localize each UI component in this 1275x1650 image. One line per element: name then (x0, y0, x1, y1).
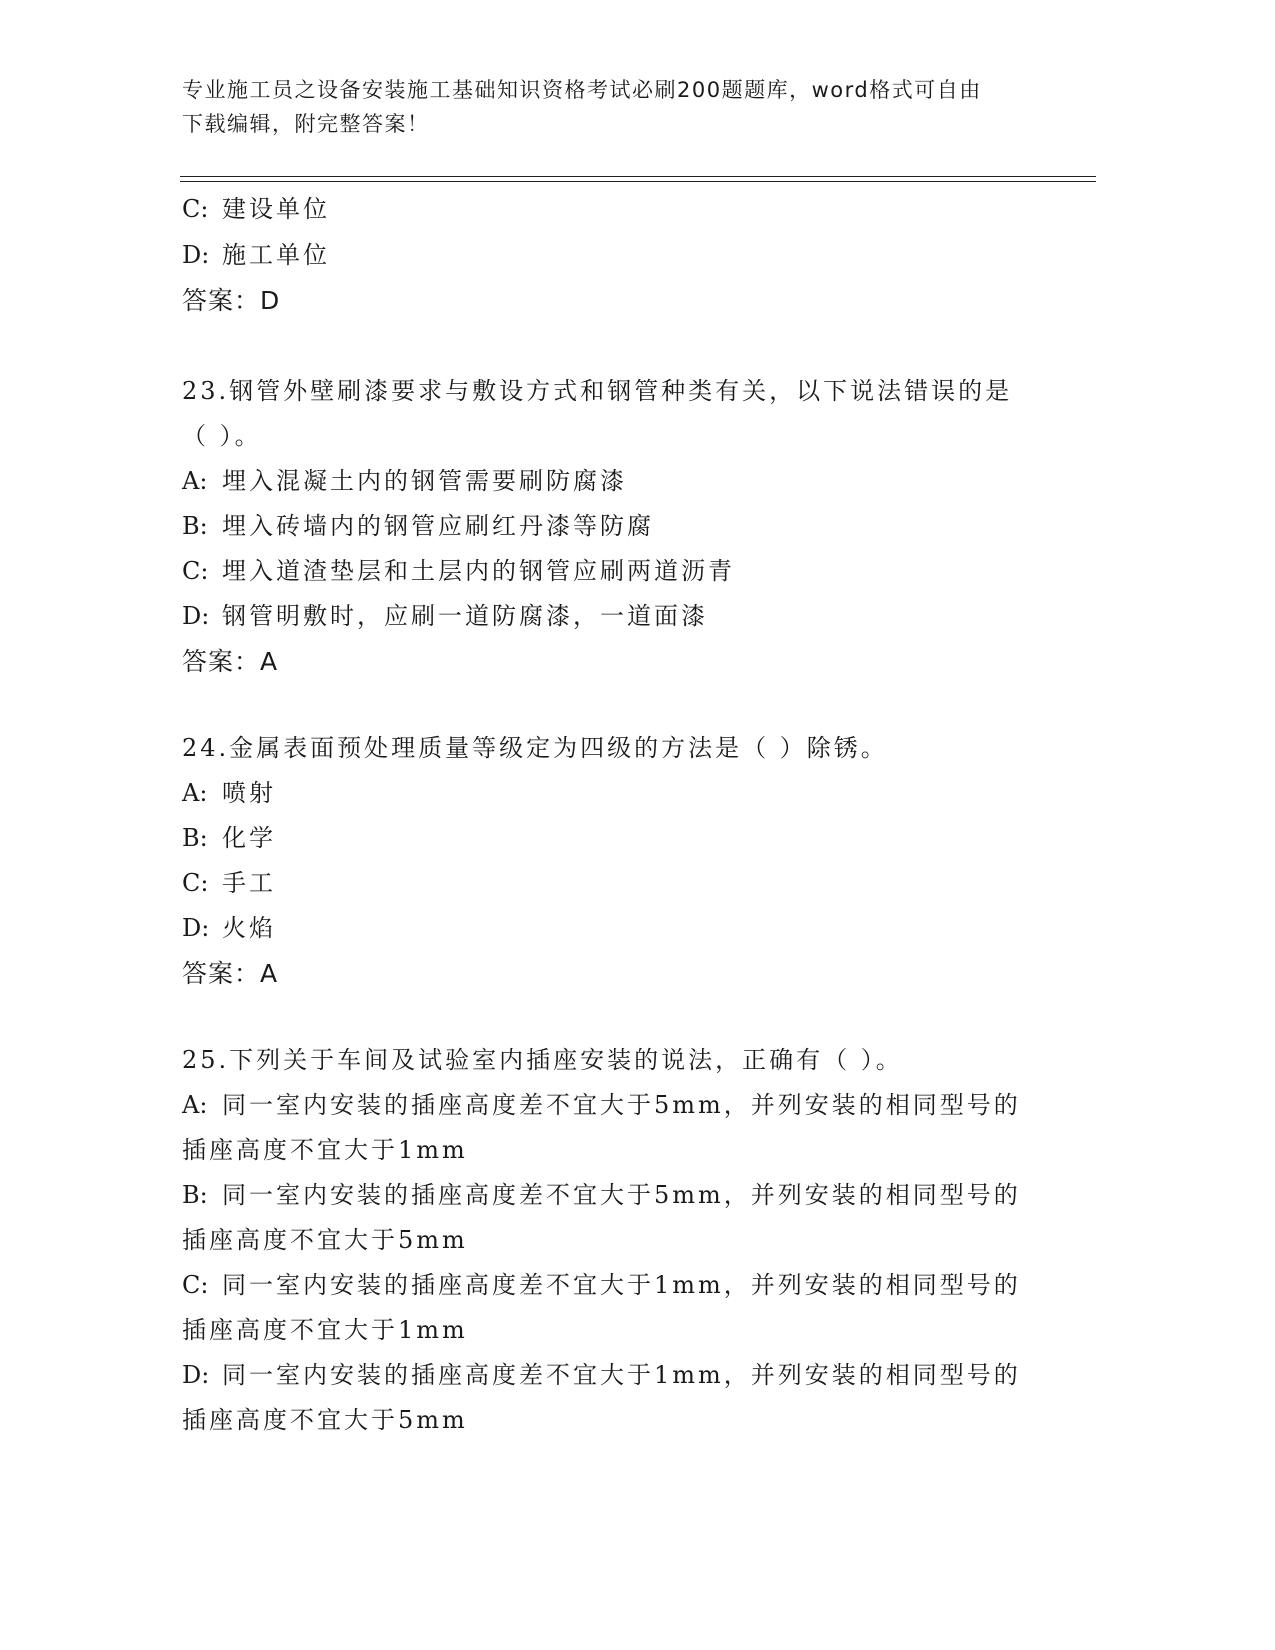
spacer (182, 324, 1082, 368)
option-label: A: (182, 467, 208, 495)
document-header (182, 73, 1062, 141)
option-label: D: (182, 914, 210, 942)
option-text-line-1: 同一室内安装的插座高度差不宜大于5mm，并列安装的相同型号的 (222, 1091, 1021, 1119)
option-text-line-1: 同一室内安装的插座高度差不宜大于1mm，并列安装的相同型号的 (222, 1271, 1021, 1299)
option-text-line-1: 同一室内安装的插座高度差不宜大于5mm，并列安装的相同型号的 (222, 1181, 1021, 1209)
option-c (182, 186, 1082, 232)
option-label: D: (182, 241, 210, 269)
prev-question (182, 186, 1082, 324)
answer-line: 答案：D (182, 286, 281, 315)
question-25 (182, 1037, 1082, 1443)
option-a (182, 459, 1082, 504)
option-text-line-1: 同一室内安装的插座高度差不宜大于1mm，并列安装的相同型号的 (222, 1361, 1021, 1389)
option-text: 埋入道渣垫层和土层内的钢管应刷两道沥青 (222, 557, 735, 585)
option-text: 施工单位 (222, 241, 330, 269)
answer-line: 答案：A (182, 959, 279, 988)
option-label: C: (182, 869, 209, 897)
option-label: B: (182, 512, 208, 540)
spacer (182, 685, 1082, 725)
option-label: C: (182, 557, 209, 585)
option-text: 手工 (222, 869, 276, 897)
option-text: 喷射 (222, 779, 276, 807)
question-23 (182, 368, 1082, 685)
option-text-line-2: 插座高度不宜大于5mm (182, 1226, 468, 1254)
option-label: B: (182, 1181, 208, 1209)
header-divider-top (180, 176, 1096, 177)
answer-line: 答案：A (182, 647, 279, 676)
question-stem: 23.钢管外壁刷漆要求与敷设方式和钢管种类有关，以下说法错误的是 (182, 377, 1013, 405)
option-text: 钢管明敷时，应刷一道防腐漆，一道面漆 (222, 602, 708, 630)
option-label: C: (182, 195, 209, 223)
option-a (182, 771, 1082, 816)
option-a (182, 1083, 1082, 1173)
option-b (182, 1173, 1082, 1263)
spacer (182, 997, 1082, 1037)
option-d (182, 594, 1082, 639)
option-text: 埋入砖墙内的钢管应刷红丹漆等防腐 (222, 512, 654, 540)
header-divider-bottom (180, 181, 1096, 182)
option-d (182, 1353, 1082, 1443)
header-title-line-1: 专业施工员之设备安装施工基础知识资格考试必刷200题题库，word格式可自由 (182, 78, 982, 102)
option-label: A: (182, 779, 208, 807)
option-c (182, 1263, 1082, 1353)
option-c (182, 549, 1082, 594)
option-c (182, 861, 1082, 906)
option-label: B: (182, 824, 208, 852)
question-24 (182, 725, 1082, 997)
option-d (182, 232, 1082, 278)
option-label: C: (182, 1271, 209, 1299)
option-label: A: (182, 1091, 208, 1119)
question-list (182, 186, 1082, 1443)
option-text-line-2: 插座高度不宜大于1mm (182, 1136, 468, 1164)
option-text-line-2: 插座高度不宜大于1mm (182, 1316, 468, 1344)
option-b (182, 816, 1082, 861)
question-stem-continued: （ ）。 (182, 422, 262, 450)
question-stem: 24.金属表面预处理质量等级定为四级的方法是（ ）除锈。 (182, 734, 888, 762)
option-text: 化学 (222, 824, 276, 852)
header-title-line-2: 下载编辑，附完整答案！ (182, 112, 430, 136)
option-b (182, 504, 1082, 549)
option-label: D: (182, 1361, 210, 1389)
option-label: D: (182, 602, 210, 630)
option-d (182, 906, 1082, 951)
option-text: 埋入混凝土内的钢管需要刷防腐漆 (222, 467, 627, 495)
option-text: 建设单位 (222, 195, 330, 223)
option-text-line-2: 插座高度不宜大于5mm (182, 1406, 468, 1434)
option-text: 火焰 (222, 914, 276, 942)
question-stem: 25.下列关于车间及试验室内插座安装的说法，正确有（ ）。 (182, 1046, 903, 1074)
